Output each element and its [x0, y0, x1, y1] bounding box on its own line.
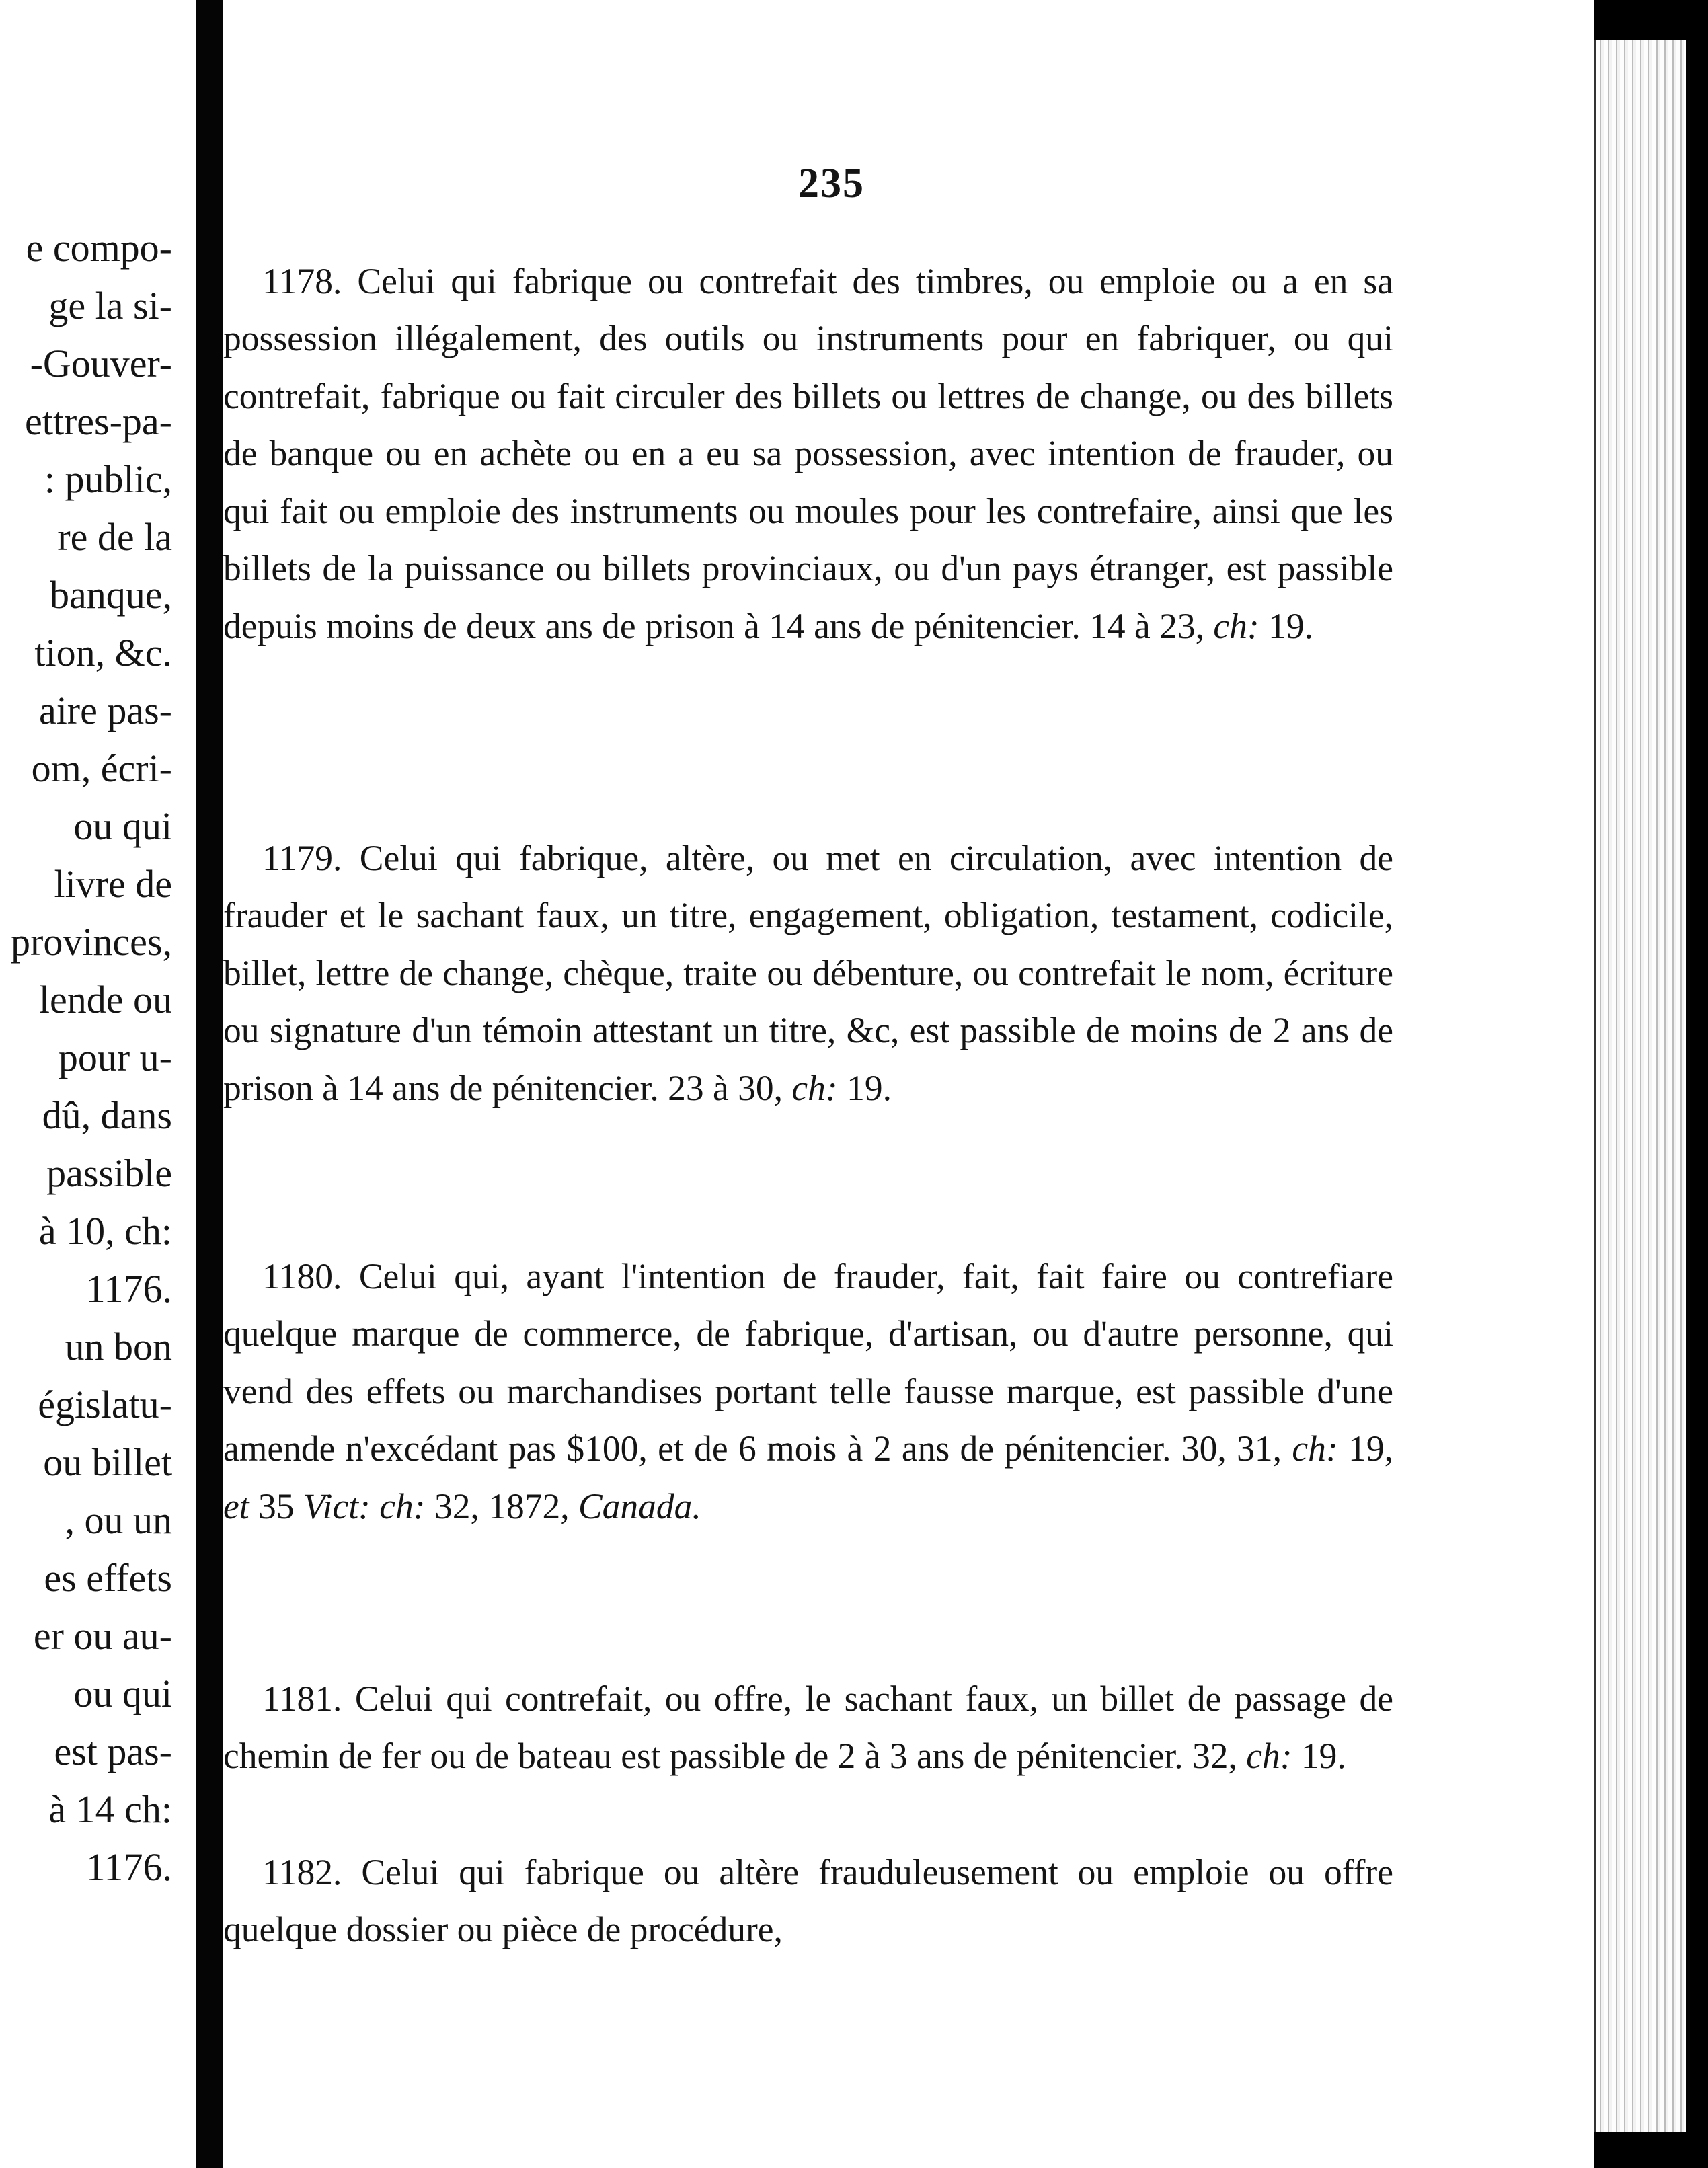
left-page-line: provinces,: [11, 920, 172, 964]
book-gutter: [196, 0, 223, 2168]
left-page-line: ettres-pa-: [25, 399, 172, 443]
left-page-line: banque,: [50, 573, 172, 617]
left-page-line: e compo-: [26, 226, 172, 270]
left-page-line: tion, &c.: [34, 631, 172, 674]
left-page-line: : public,: [44, 457, 172, 501]
left-page-line: re de la: [57, 515, 172, 559]
left-page-line: aire pas-: [38, 689, 172, 732]
book-page-edges: [1594, 40, 1686, 2132]
left-page-line: lende ou: [38, 978, 172, 1021]
left-page-line: à 14 ch:: [48, 1787, 172, 1831]
left-page-line: livre de: [54, 862, 172, 906]
article-1182: 1182. Celui qui fabrique ou altère frauduleusement ou emploie ou offre quelque dossier ou pièce de procédure,: [223, 1851, 1393, 1949]
left-page-line: ou qui: [73, 1672, 172, 1715]
left-page-line: à 10, ch:: [38, 1209, 172, 1253]
left-page-line: passible: [46, 1151, 172, 1195]
left-page-line: ou qui: [73, 804, 172, 848]
left-page-line: ge la si-: [48, 284, 172, 327]
left-page-line: 1176.: [85, 1845, 172, 1889]
left-page-line: pour u-: [58, 1036, 172, 1079]
left-page-line: un bon: [65, 1325, 172, 1368]
left-page-line: , ou un: [65, 1498, 172, 1542]
left-page-line: -Gouver-: [30, 342, 172, 385]
left-page-line: om, écri-: [31, 746, 172, 790]
left-page-line: égislatu-: [38, 1383, 172, 1426]
left-page-line: dû, dans: [42, 1093, 172, 1137]
left-page-line: est pas-: [54, 1730, 172, 1773]
right-page: [223, 0, 1594, 2168]
page-number: 235: [798, 161, 865, 206]
left-page-line: 1176.: [85, 1267, 172, 1311]
left-page-line: ou billet: [43, 1440, 172, 1484]
article-1179: 1179. Celui qui fabrique, altère, ou met en circulation, avec intention de frauder et le sachant faux, un titre, engagement, obligation, testament, codicile, billet, lettre de change, chèque, traite ou débenture, ou contrefait le nom, écriture ou signature d'un témoin attestant un titre, &c, est passible de moins de 2 ans de prison à 14 ans de pénitencier. 23 à 30, ch: 19.: [223, 837, 1393, 1108]
left-page-line: es effets: [44, 1556, 172, 1600]
article-1181: 1181. Celui qui contrefait, ou offre, le sachant faux, un billet de passage de chemin de fer ou de bateau est passible de 2 à 3 ans de pénitencier. 32, ch: 19.: [223, 1678, 1393, 1776]
left-page-fragment: [0, 0, 196, 2168]
left-page-line: er ou au-: [33, 1614, 172, 1658]
article-1180: 1180. Celui qui, ayant l'intention de frauder, fait, fait faire ou contrefiare quelque marque de commerce, de fabrique, d'artisan, ou d'autre personne, qui vend des effets ou marchandises portant telle fausse marque, est passible d'une amende n'excédant pas $100, et de 6 mois à 2 ans de pénitencier. 30, 31, ch: 19, et 35 Vict: ch: 32, 1872, Canada.: [223, 1255, 1393, 1526]
article-1178: 1178. Celui qui fabrique ou contrefait des timbres, ou emploie ou a en sa possession illégalement, des outils ou instruments pour en fabriquer, ou qui contrefait, fabrique ou fait circuler des billets ou lettres de change, ou des billets de banque ou en achète ou en a eu sa possession, avec intention de frauder, ou qui fait ou emploie des instruments ou moules pour les contrefaire, ainsi que les billets de la puissance ou billets provinciaux, ou d'un pays étranger, est passible depuis moins de deux ans de prison à 14 ans de pénitencier. 14 à 23, ch: 19.: [223, 260, 1393, 646]
